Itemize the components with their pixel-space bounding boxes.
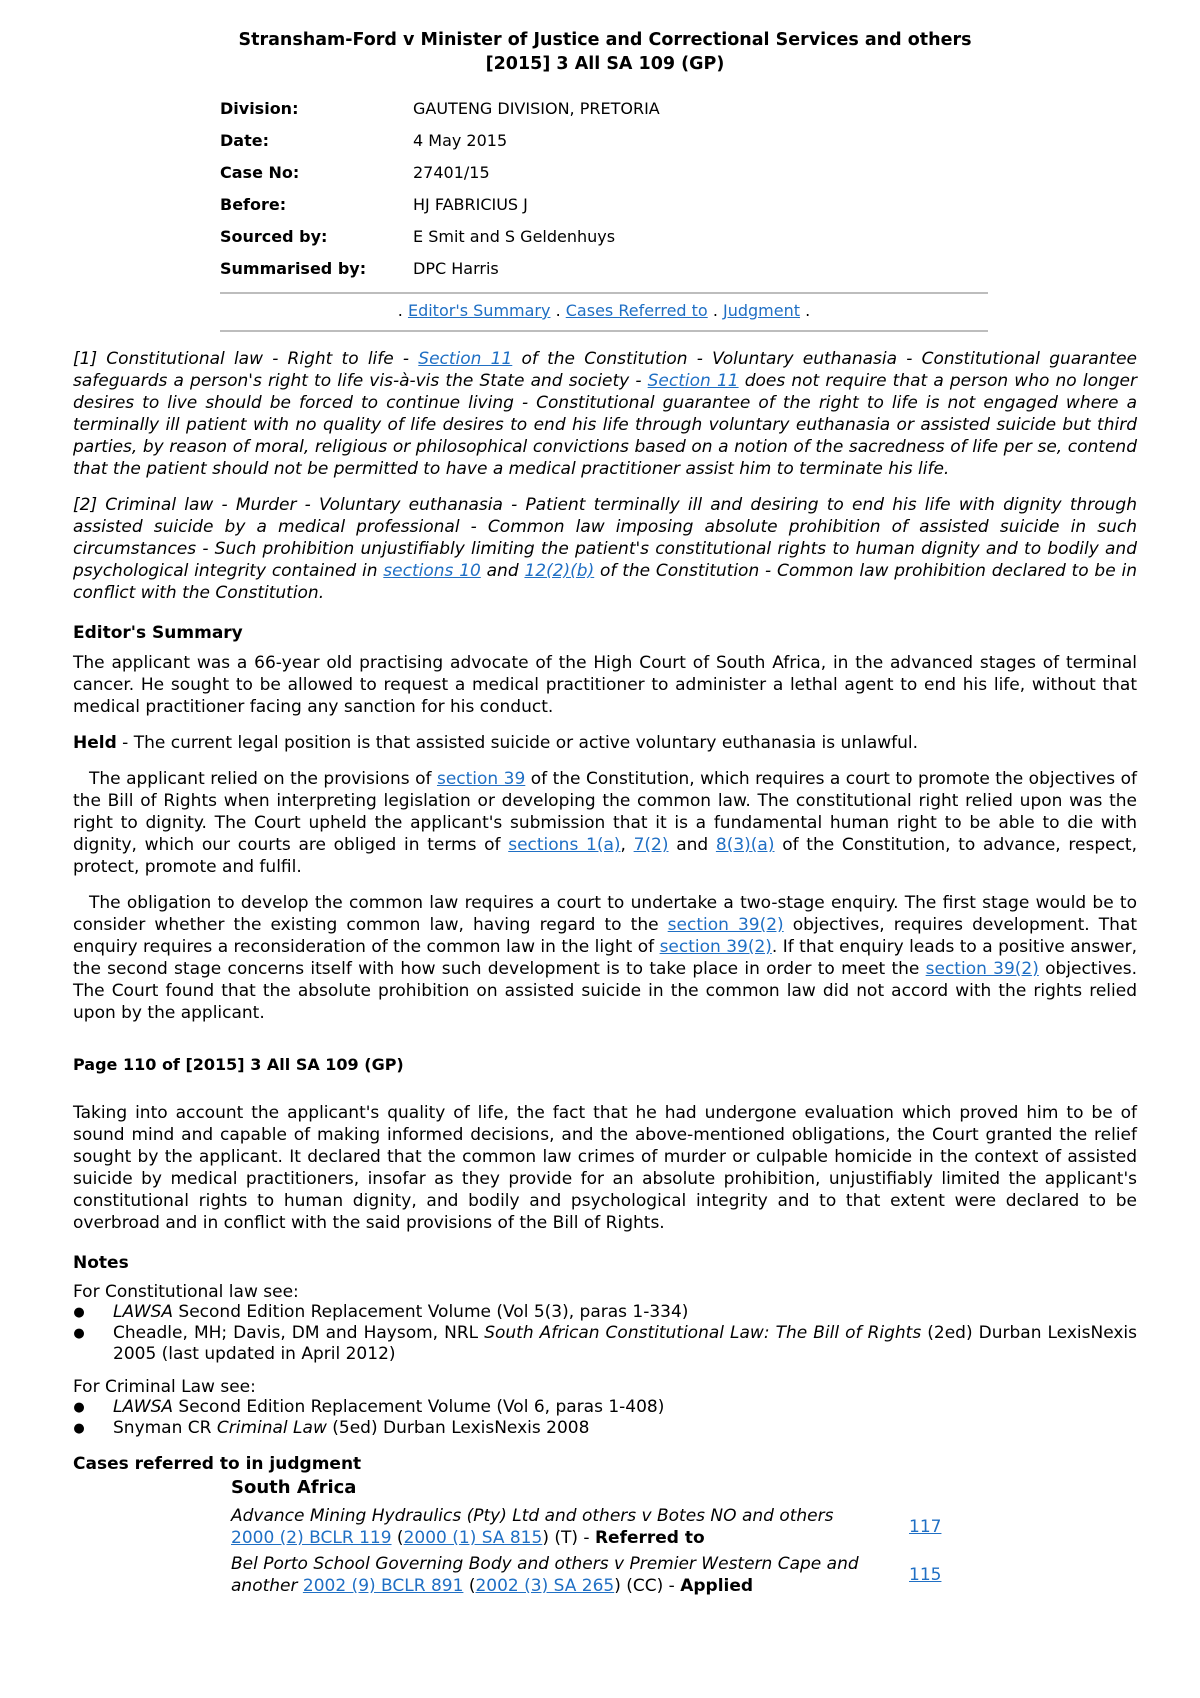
headnote-text: of the Constitution - Common law prohibition declared to be in conflict with the Constitution. [73,561,1137,603]
nav-separator: . [805,301,811,320]
case-treatment: Referred to [594,1528,705,1548]
ref-italic: Criminal Law [216,1418,327,1438]
held-label: Held [73,733,117,753]
headnote-text: [2] Criminal law - Murder - Voluntary euthanasia - Patient terminally ill and desiring to end his life with dignity through assisted suicide by a medical professional - Common law imposing absolute prohibition of assisted suicide in such circumstances - Such prohibition unjustifiably limiting the patient's constitutional rights to human dignity and to bodily and psychological integrity contained in [73,495,1137,581]
meta-row-division [220,98,988,130]
cases-heading: Cases referred to in judgment [73,1454,362,1474]
link-case-citation[interactable]: 2000 (2) BCLR 119 [231,1528,392,1548]
case-metadata [220,98,988,332]
cases-list [231,1475,1051,1597]
meta-row-date [220,130,988,162]
meta-label: Sourced by: [220,227,328,246]
case-treatment: Applied [680,1576,754,1596]
link-section-11[interactable]: Section 11 [418,349,513,369]
meta-label: Summarised by: [220,259,367,278]
list-item [73,1323,1138,1365]
link-section-39[interactable]: section 39 [436,769,526,789]
editors-summary-heading: Editor's Summary [73,623,243,643]
ref-text: Second Edition Replacement Volume (Vol 6, paras 1-408) [173,1397,665,1417]
meta-row-sourced-by [220,226,988,258]
document-title [73,28,1137,76]
link-case-citation[interactable]: 2000 (1) SA 815 [403,1528,543,1548]
link-case-page[interactable]: 115 [909,1565,942,1585]
link-section-11[interactable]: Section 11 [647,371,739,391]
meta-value: GAUTENG DIVISION, PRETORIA [413,99,660,118]
section-nav [220,294,988,328]
headnote-constitutional-law [73,348,1137,480]
headnote-text: of the Constitution - Voluntary euthanasia - Constitutional guarantee safeguards a person's right to life vis-à-vis the State and society - [73,349,1137,391]
paragraph-text: , [620,835,634,855]
link-case-page[interactable]: 117 [909,1517,942,1537]
summary-paragraph: Taking into account the applicant's quality of life, the fact that he had undergone evaluation which proved him to be of sound mind and capable of making informed decisions, and the above-mentioned obligations, the Court granted the relief sought by the applicant. It declared that the common law crimes of murder or culpable homicide in the context of assisted suicide by medical practitioners, insofar as they provide for an absolute prohibition, unjustifiably limited the applicant's constitutional rights to human dignity, and bodily and psychological integrity and to that extent were declared to be overbroad and in conflict with the said provisions of the Bill of Rights. [73,1103,1137,1233]
case-court: ) (CC) - [614,1576,681,1596]
notes-constitutional-list [73,1302,1137,1365]
summary-paragraph: The applicant was a 66-year old practising advocate of the High Court of South Africa, in the advanced stages of terminal cancer. He sought to be allowed to request a medical practitioner to administer a lethal agent to end his life, without that medical practitioner facing any sanction for his conduct. [73,653,1137,717]
meta-label: Case No: [220,163,300,182]
ref-text: (5ed) Durban LexisNexis 2008 [326,1418,590,1438]
cases-jurisdiction: South Africa [231,1477,357,1498]
headnote-text: and [480,561,525,581]
separator-bottom [220,330,988,332]
headnote-criminal-law [73,494,1137,604]
link-section-39-2[interactable]: section 39(2) [925,959,1039,979]
notes-constitutional-intro: For Constitutional law see: [73,1282,299,1302]
paragraph-text: and [668,835,716,855]
title-citation: [2015] 3 All SA 109 (GP) [485,54,725,74]
link-section-7-2[interactable]: 7(2) [633,835,669,855]
nav-separator: . [712,301,718,320]
case-court: ) (T) - [542,1528,595,1548]
case-item [231,1553,1051,1597]
meta-label: Date: [220,131,269,150]
meta-row-summarised-by [220,258,988,290]
bullet-icon: ● [73,1421,85,1436]
case-item [231,1505,1051,1549]
ref-italic: South African Constitutional Law: The Bill of Rights [484,1323,922,1343]
summary-paragraph [73,768,1137,878]
held-text: - The current legal position is that assisted suicide or active voluntary euthanasia is unlawful. [116,733,919,753]
bullet-icon: ● [73,1305,85,1320]
nav-link-editors-summary[interactable]: Editor's Summary [407,301,551,320]
meta-value: 4 May 2015 [413,131,508,150]
notes-criminal-intro: For Criminal Law see: [73,1377,256,1397]
bullet-icon: ● [73,1400,85,1415]
ref-text: Second Edition Replacement Volume (Vol 5(3), paras 1-334) [173,1302,689,1322]
link-section-39-2[interactable]: section 39(2) [667,915,784,935]
paragraph-text: . If that enquiry leads to a positive answer, the second stage concerns itself with how such development is to take place in order to meet the [73,937,1137,979]
link-case-citation[interactable]: 2002 (3) SA 265 [475,1576,615,1596]
paragraph-text: The obligation to develop the common law requires a court to undertake a two-stage enquiry. The first stage would be to consider whether the existing common law, having regard to the [73,893,1137,935]
case-citation [231,1505,881,1549]
paragraph-text: objectives. The Court found that the absolute prohibition on assisted suicide in the common law did not accord with the rights relied upon by the applicant. [73,959,1137,1023]
meta-value: E Smit and S Geldenhuys [413,227,616,246]
nav-separator: . [555,301,561,320]
paragraph-text: of the Constitution, which requires a court to promote the objectives of the Bill of Rights when interpreting legislation or developing the common law. The constitutional right relied upon was the right to dignity. The Court upheld the applicant's submission that it is a fundamental human right to be able to die with dignity, which our courts are obliged in terms of [73,769,1137,855]
document-page [73,28,1137,1601]
list-item [73,1418,1137,1439]
ref-text: Cheadle, MH; Davis, DM and Haysom, NRL [113,1323,485,1343]
paragraph-text: The applicant relied on the provisions of [89,769,437,789]
case-citation [231,1553,881,1597]
ref-italic: LAWSA [113,1397,174,1417]
paragraph-text: of the Constitution, to advance, respect, protect, promote and fulfil. [73,835,1137,877]
link-sections-10[interactable]: sections 10 [383,561,481,581]
notes-heading: Notes [73,1253,129,1273]
meta-label: Before: [220,195,287,214]
case-name: Bel Porto School Governing Body and others v Premier Western Cape and another [231,1554,859,1596]
meta-row-case-no [220,162,988,194]
link-case-citation[interactable]: 2002 (9) BCLR 891 [302,1576,464,1596]
nav-link-cases-referred[interactable]: Cases Referred to [565,301,708,320]
title-case-name: Stransham-Ford v Minister of Justice and Correctional Services and others [238,30,972,50]
case-name: Advance Mining Hydraulics (Pty) Ltd and others v Botes NO and others [231,1506,834,1526]
link-section-1-a[interactable]: sections 1(a) [508,835,621,855]
ref-text: Snyman CR [113,1418,217,1438]
nav-separator: . [397,301,403,320]
link-section-39-2[interactable]: section 39(2) [659,937,772,957]
list-item [73,1302,1137,1323]
meta-label: Division: [220,99,299,118]
headnote-text: does not require that a person who no longer desires to live should be forced to continue living - Constitutional guarantee of the right to life is not engaged where a terminally ill patient with no quality of life desires to end his life through voluntary euthanasia or assisted suicide but third parties, by reason of moral, religious or philosophical convictions based on a notion of the sacredness of life per se, contend that the patient should not be permitted to have a medical practitioner assist him to terminate his life. [73,371,1137,479]
bullet-icon: ● [73,1326,85,1341]
meta-row-before [220,194,988,226]
page-marker: Page 110 of [2015] 3 All SA 109 (GP) [73,1055,404,1074]
link-section-8-3-a[interactable]: 8(3)(a) [715,835,775,855]
summary-held [73,732,1137,754]
nav-link-judgment[interactable]: Judgment [723,301,801,320]
list-item [73,1397,1137,1418]
ref-italic: LAWSA [113,1302,174,1322]
notes-criminal-list [73,1397,1137,1439]
summary-paragraph [73,892,1137,1024]
meta-value: DPC Harris [413,259,499,278]
paragraph-text: objectives, requires development. That enquiry requires a reconsideration of the common law in the light of [73,915,1138,957]
meta-value: HJ FABRICIUS J [413,195,528,214]
case-text: ( [391,1528,404,1548]
case-text: ( [463,1576,476,1596]
ref-text: (2ed) Durban LexisNexis 2005 (last updated in April 2012) [113,1323,1138,1364]
headnote-text: [1] Constitutional law - Right to life - [73,349,419,369]
meta-value: 27401/15 [413,163,490,182]
link-section-12-2-b[interactable]: 12(2)(b) [524,561,595,581]
